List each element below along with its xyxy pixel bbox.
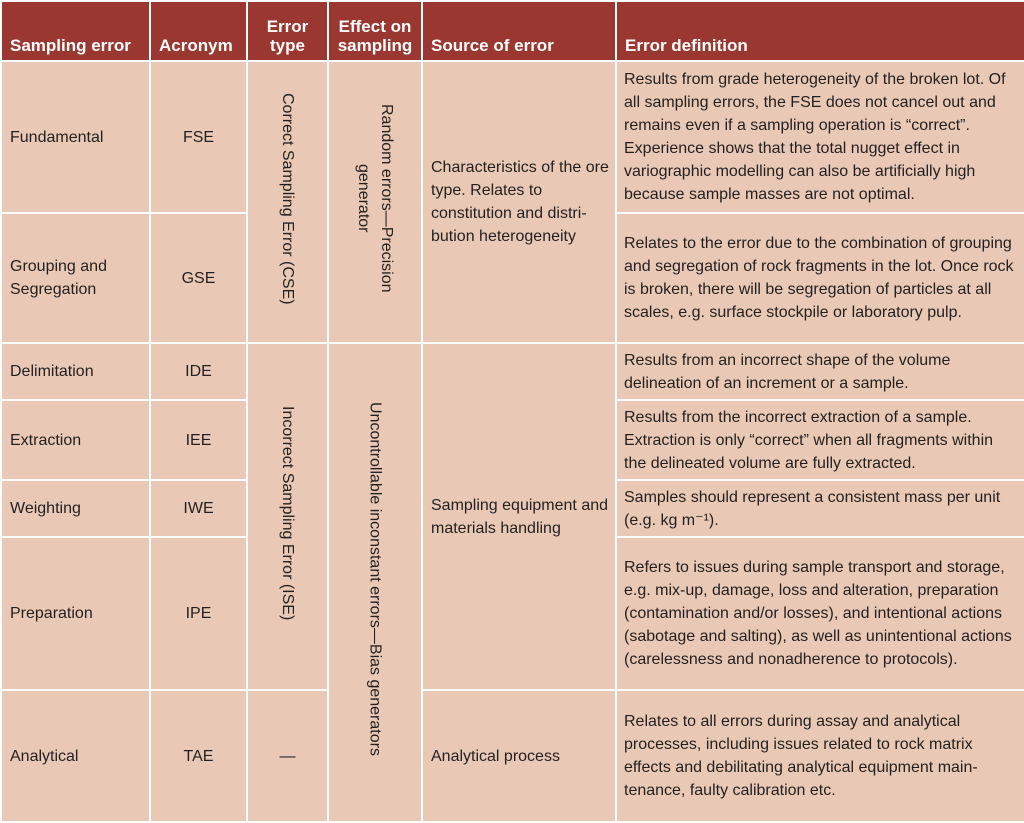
error-definition-cell: Refers to issues during sample transport and storage, e.g. mix-up, damage, loss and alteration, preparation (contamination and/or losses), and intentional actions (sabotage and salting), as well as unintentional actions (carelessness and nonadherence to protocols). [616,537,1024,690]
source-analytical-process: Analytical process [422,690,616,822]
effect-random-label: Random errors—Precision generator [355,104,395,293]
error-definition-cell: Relates to the error due to the combination of grouping and segregation of rock fragments in the lot. Once rock is broken, there will be segregation of particles at all scales, e.g. surface stockpile or laboratory pulp. [616,213,1024,343]
sampling-error-name: Analytical [1,690,150,822]
header-source-of-error: Source of error [422,1,616,61]
header-error-type: Error type [247,1,328,61]
acronym-cell: IEE [150,400,247,480]
error-type-analytical: — [247,690,328,822]
acronym-cell: GSE [150,213,247,343]
error-type-ise [247,343,328,690]
header-acronym: Acronym [150,1,247,61]
header-row [1,1,1024,61]
error-type-cse [247,61,328,343]
source-ore-characteristics: Characteristics of the ore type. Relates to constitution and distribution heterogeneity [422,61,616,343]
table-row [1,343,1024,400]
error-definition-cell: Results from grade heterogeneity of the broken lot. Of all sampling errors, the FSE does not cancel out and remains even if a sampling operation is “correct”. Experience shows that the total nugget effect in variographic modelling can also be artificially high because sample masses are not optimal. [616,61,1024,213]
error-type-ise-label: Incorrect Sampling Error (ISE) [279,405,296,621]
sampling-error-name: Extraction [1,400,150,480]
error-type-cse-label: Correct Sampling Error (CSE) [279,92,296,305]
header-error-definition: Error definition [616,1,1024,61]
acronym-cell: FSE [150,61,247,213]
sampling-error-name: Preparation [1,537,150,690]
table-row [1,690,1024,822]
error-definition-cell: Relates to all errors during assay and analytical processes, including issues related to rock matrix effects and debilitating analytical equipment maintenance, faulty calibration etc. [616,690,1024,822]
table-row [1,61,1024,213]
sampling-error-name: Grouping and Segregation [1,213,150,343]
effect-uncontrollable [328,343,422,822]
acronym-cell: IDE [150,343,247,400]
header-effect-on-sampling: Effect on sampling [328,1,422,61]
effect-random [328,61,422,343]
sampling-error-name: Delimitation [1,343,150,400]
header-sampling-error: Sampling error [1,1,150,61]
table-header [1,1,1024,61]
acronym-cell: TAE [150,690,247,822]
sampling-error-name: Fundamental [1,61,150,213]
effect-uncontrollable-label: Uncontrollable inconstant errors—Bias generators [366,402,384,756]
source-sampling-equipment: Sampling equipment and materials handling [422,343,616,690]
error-definition-cell: Results from the incorrect extraction of a sample. Extraction is only “correct” when all fragments within the delineated volume are fully extracted. [616,400,1024,480]
acronym-cell: IWE [150,480,247,537]
table-body [1,61,1024,822]
error-definition-cell: Samples should represent a consistent mass per unit (e.g. kg m⁻¹). [616,480,1024,537]
sampling-error-name: Weighting [1,480,150,537]
acronym-cell: IPE [150,537,247,690]
error-definition-cell: Results from an incorrect shape of the volume delineation of an increment or a sample. [616,343,1024,400]
